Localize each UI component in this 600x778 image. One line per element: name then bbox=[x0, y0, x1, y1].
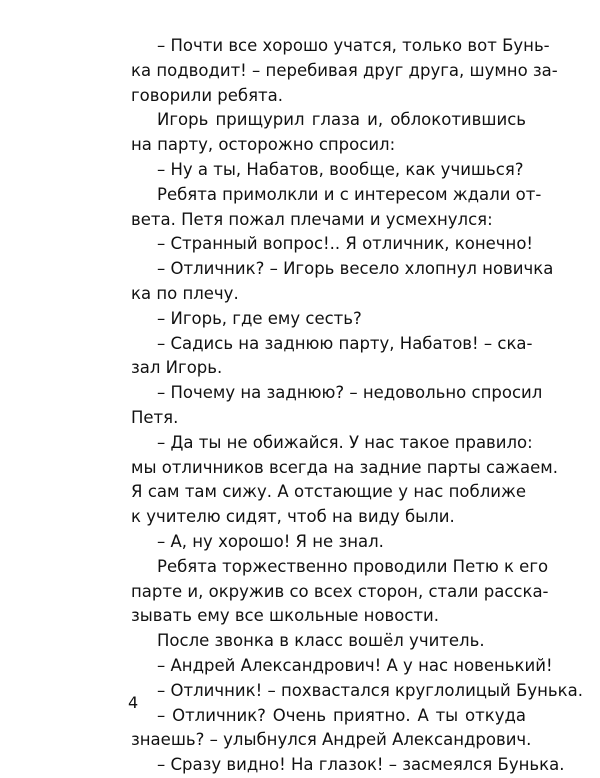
text-line: – Ну а ты, Набатов, вообще, как учишься? bbox=[157, 159, 524, 179]
text-line: – Сразу видно! На глазок! – засмеялся Бунька. bbox=[157, 755, 565, 775]
text-line: Ребята примолкли и с интересом ждали от- bbox=[157, 184, 542, 204]
body-text bbox=[131, 34, 583, 778]
text-line: – Почему на заднюю? – недовольно спросил bbox=[157, 383, 543, 403]
text-line: Игорь прищурил глаза и, облокотившись bbox=[157, 110, 526, 130]
text-line: – Садись на заднюю парту, Набатов! – ска- bbox=[157, 333, 533, 353]
text-line: знаешь? – улыбнулся Андрей Александрович. bbox=[131, 730, 532, 750]
text-line: ка подводит! – перебивая друг друга, шумно за- bbox=[131, 60, 558, 80]
text-line: Ребята торжественно проводили Петю к его bbox=[157, 556, 549, 576]
text-line: говорили ребята. bbox=[131, 85, 283, 105]
text-line: вета. Петя пожал плечами и усмехнулся: bbox=[131, 209, 493, 229]
text-line: к учителю сидят, чтоб на виду были. bbox=[131, 507, 455, 527]
text-line: зал Игорь. bbox=[131, 358, 223, 378]
text-line: – Да ты не обижайся. У нас такое правило: bbox=[157, 432, 533, 452]
text-line: – Андрей Александрович! А у нас новенький! bbox=[157, 655, 553, 675]
page-number: 4 bbox=[128, 693, 139, 712]
text-line: ка по плечу. bbox=[131, 283, 239, 303]
text-line: – Отличник! – похвастался круглолицый Бунька. bbox=[157, 680, 583, 700]
text-line: Петя. bbox=[131, 407, 179, 427]
text-line: – Игорь, где ему сесть? bbox=[157, 308, 362, 328]
text-line: Я сам там сижу. А отстающие у нас поближе bbox=[131, 482, 526, 502]
text-line: зывать ему все школьные новости. bbox=[131, 606, 440, 626]
text-line: – Отличник? – Игорь весело хлопнул новичка bbox=[157, 259, 554, 279]
text-line: на парту, осторожно спросил: bbox=[131, 135, 396, 155]
text-line: После звонка в класс вошёл учитель. bbox=[157, 631, 485, 651]
text-line: – А, ну хорошо! Я не знал. bbox=[157, 531, 384, 551]
text-line: – Отличник? Очень приятно. А ты откуда bbox=[157, 705, 526, 725]
text-line: – Почти все хорошо учатся, только вот Бунь- bbox=[157, 36, 550, 55]
text-line: парте и, окружив со всех сторон, стали расска- bbox=[131, 581, 549, 601]
text-line: мы отличников всегда на задние парты сажаем. bbox=[131, 457, 558, 477]
text-line: – Странный вопрос!.. Я отличник, конечно! bbox=[157, 234, 534, 254]
